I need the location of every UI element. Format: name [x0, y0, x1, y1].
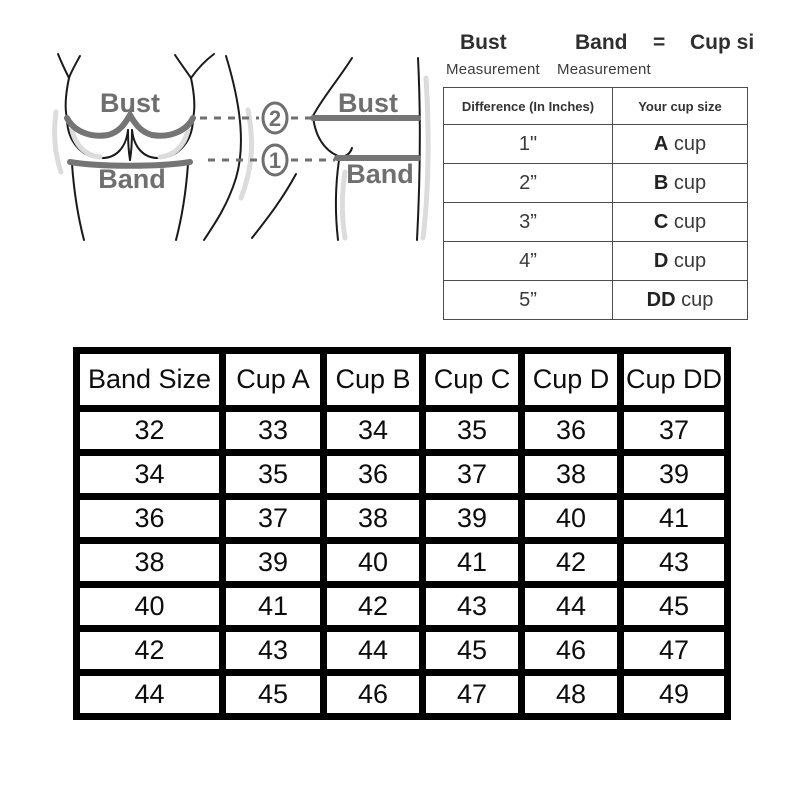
- cell: 44: [324, 629, 423, 673]
- cell: 37: [621, 409, 728, 453]
- cell: 35: [223, 453, 324, 497]
- step-2-number: 2: [268, 106, 282, 131]
- cell: 46: [522, 629, 621, 673]
- difference-header: Difference (In Inches): [444, 88, 613, 125]
- cup-size-value: [613, 203, 748, 242]
- cell: 39: [223, 541, 324, 585]
- cell: 48: [522, 673, 621, 717]
- cup-word: cup: [673, 249, 707, 272]
- difference-value: 1": [444, 125, 613, 164]
- formula-equals-sign: =: [653, 31, 666, 54]
- cell: 44: [522, 585, 621, 629]
- difference-value: 4”: [444, 242, 613, 281]
- bust-measurement-label: Measurement: [446, 61, 540, 78]
- cup-word: cup: [673, 210, 707, 233]
- difference-value: 2”: [444, 164, 613, 203]
- cell: 40: [324, 541, 423, 585]
- cell: 38: [522, 453, 621, 497]
- cell: 37: [223, 497, 324, 541]
- cell: 47: [621, 629, 728, 673]
- cell: 42: [77, 629, 223, 673]
- cell: 43: [423, 585, 522, 629]
- cup-d-header: Cup D: [522, 351, 621, 409]
- cell: 39: [423, 497, 522, 541]
- size-chart-header-row: [77, 351, 728, 409]
- table-row: [444, 281, 748, 320]
- cup-letter: D: [653, 249, 669, 272]
- size-chart-clip: [70, 344, 732, 745]
- side-band-label: Band: [346, 159, 414, 189]
- difference-value: 5”: [444, 281, 613, 320]
- cell: 39: [621, 453, 728, 497]
- cell: 43: [223, 629, 324, 673]
- table-row: [77, 629, 728, 673]
- band-measurement-label: Measurement: [557, 61, 651, 78]
- formula-word-cupsize: Cup si: [690, 31, 755, 54]
- cup-size-value: [613, 164, 748, 203]
- cell: 36: [77, 497, 223, 541]
- table-row: [444, 242, 748, 281]
- cell: 41: [223, 585, 324, 629]
- side-bust-label: Bust: [338, 88, 398, 118]
- table-row: [77, 673, 728, 717]
- cell: 38: [77, 541, 223, 585]
- diagram-labels: [98, 88, 414, 194]
- table-row: [444, 164, 748, 203]
- front-bust-line: [67, 115, 193, 136]
- cup-letter: C: [653, 210, 669, 233]
- formula-heading-clipped: [443, 31, 799, 57]
- cell: 42: [324, 585, 423, 629]
- cell: 32: [77, 409, 223, 453]
- table-row: [77, 497, 728, 541]
- cell: 41: [621, 497, 728, 541]
- table-row: [444, 125, 748, 164]
- table-header-row: [444, 88, 748, 125]
- size-chart-table: [73, 347, 731, 720]
- table-row: [77, 409, 728, 453]
- cell: 44: [77, 673, 223, 717]
- table-row: [444, 203, 748, 242]
- cell: 35: [423, 409, 522, 453]
- cell: 47: [423, 673, 522, 717]
- cup-dd-header: Cup DD: [621, 351, 728, 409]
- cup-size-value: [613, 242, 748, 281]
- cell: 36: [324, 453, 423, 497]
- cup-word: cup: [673, 132, 707, 155]
- formula-word-band: Band: [575, 31, 628, 54]
- cup-size-value: [613, 125, 748, 164]
- cell: 37: [423, 453, 522, 497]
- formula-word-bust: Bust: [460, 31, 507, 54]
- cup-difference-table: [443, 87, 748, 320]
- cup-word: cup: [681, 288, 714, 311]
- cup-a-header: Cup A: [223, 351, 324, 409]
- cell: 45: [621, 585, 728, 629]
- cup-size-value: [613, 281, 748, 320]
- cell: 43: [621, 541, 728, 585]
- band-size-header: Band Size: [77, 351, 223, 409]
- cup-size-header: Your cup size: [613, 88, 748, 125]
- cell: 49: [621, 673, 728, 717]
- cup-letter: B: [653, 171, 669, 194]
- cell: 33: [223, 409, 324, 453]
- cell: 34: [77, 453, 223, 497]
- cup-c-header: Cup C: [423, 351, 522, 409]
- cell: 42: [522, 541, 621, 585]
- cup-b-header: Cup B: [324, 351, 423, 409]
- cup-word: cup: [673, 171, 707, 194]
- cell: 40: [522, 497, 621, 541]
- cell: 45: [223, 673, 324, 717]
- side-measure-lines: [313, 118, 418, 158]
- front-band-label: Band: [98, 164, 166, 194]
- measurement-diagram: [40, 52, 440, 252]
- side-figure-outline: [313, 58, 420, 240]
- cell: 46: [324, 673, 423, 717]
- cup-letter: A: [653, 132, 669, 155]
- table-row: [77, 585, 728, 629]
- cell: 41: [423, 541, 522, 585]
- cell: 38: [324, 497, 423, 541]
- cell: 45: [423, 629, 522, 673]
- cup-letter: DD: [646, 288, 676, 311]
- table-row: [77, 453, 728, 497]
- front-bust-label: Bust: [100, 88, 160, 118]
- cell: 40: [77, 585, 223, 629]
- table-row: [77, 541, 728, 585]
- step-1-number: 1: [268, 148, 282, 173]
- cell: 36: [522, 409, 621, 453]
- difference-value: 3”: [444, 203, 613, 242]
- cell: 34: [324, 409, 423, 453]
